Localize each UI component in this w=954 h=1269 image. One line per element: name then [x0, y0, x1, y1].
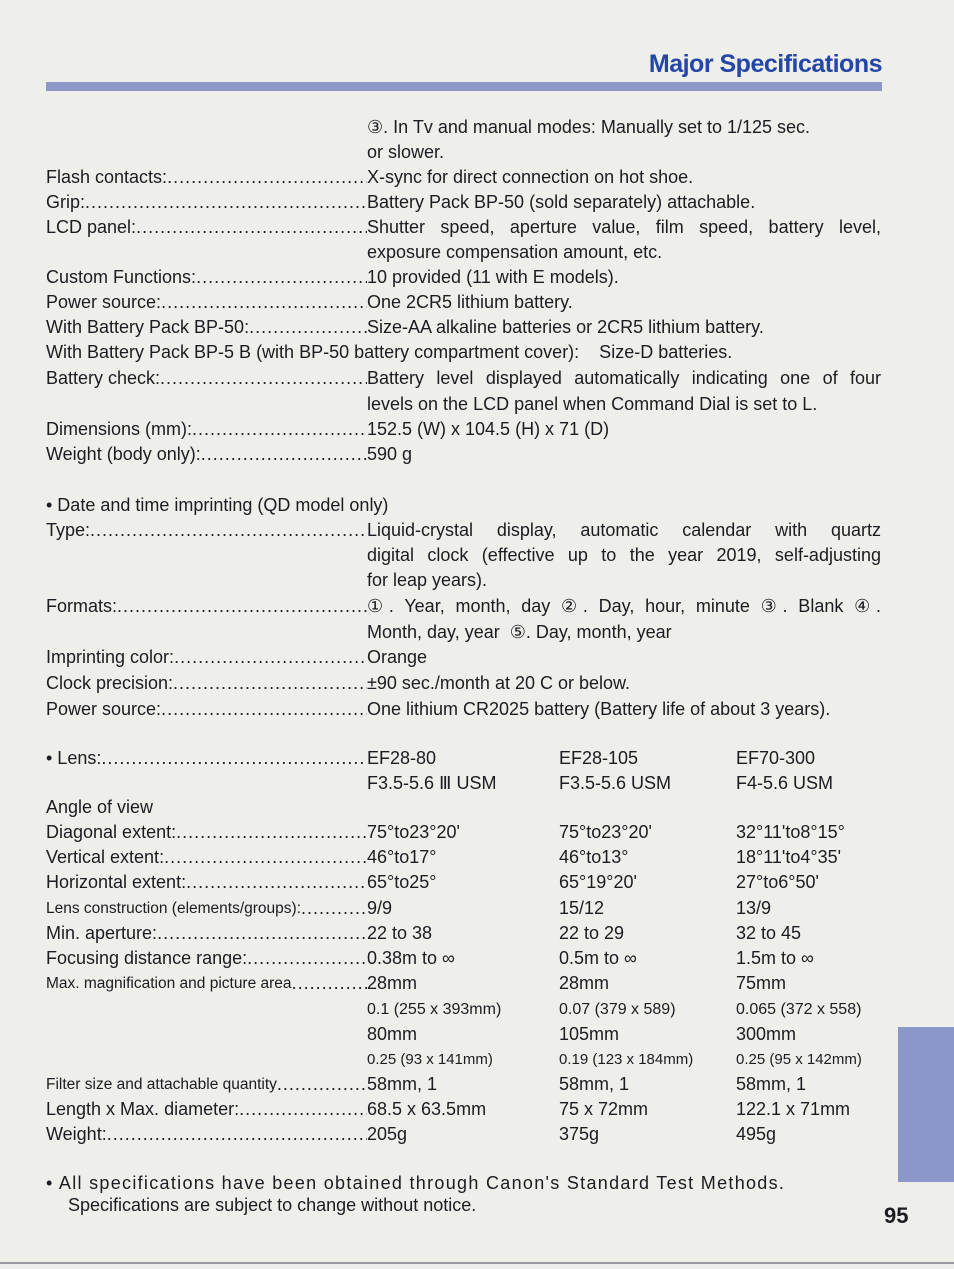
spec-value: for leap years). [367, 570, 488, 590]
date-row-formats [46, 594, 882, 619]
lens-cell: 32 to 45 [736, 923, 802, 943]
spec-label: Type: ..... [46, 518, 367, 543]
lens-cell: 9/9 [367, 898, 393, 918]
lens-cell: 0.19 (123 x 184mm) [559, 1051, 694, 1068]
lens-cell: 28mm [367, 973, 418, 993]
section-tab [898, 1027, 954, 1182]
spec-label: Formats: ..... [46, 594, 367, 619]
lens-cell: 0.1 (255 x 393mm) [367, 1001, 502, 1018]
spec-label: Clock precision: ..... [46, 671, 367, 696]
lens-row [46, 1097, 882, 1122]
spec-label: LCD panel: ..... [46, 215, 367, 240]
spec-value: 10 provided (11 with E models). [367, 267, 619, 287]
spec-label: Vertical extent: ..... [46, 845, 367, 870]
spec-value: ①. Year, month, day ②. Day, hour, minute ③. Blank ④. [367, 596, 881, 616]
lens-cell: 65°19°20' [559, 872, 637, 892]
lens-cell: 28mm [559, 973, 610, 993]
lens-cell: 0.07 (379 x 589) [559, 1001, 676, 1018]
spec-label: Filter size and attachable quantity ..... [46, 1072, 367, 1097]
lens-cell: 105mm [559, 1024, 620, 1044]
spec-value: Liquid-crystal display, automatic calendar with quartz [367, 520, 881, 540]
spec-label: Lens construction (elements/groups): ..... [46, 896, 367, 921]
spec-value: levels on the LCD panel when Command Dial is set to L. [367, 394, 818, 414]
lens-cell: 15/12 [559, 898, 605, 918]
lens-cell: 13/9 [736, 898, 772, 918]
spec-value: Size-AA alkaline batteries or 2CR5 lithium battery. [367, 317, 764, 337]
spec-label: Weight: ..... [46, 1122, 367, 1147]
lens-cell: 0.5m to ∞ [559, 948, 637, 968]
lens-row [46, 946, 882, 971]
lens-cell: 1.5m to ∞ [736, 948, 814, 968]
shutter-cont-line1: ③. In Tv and manual modes: Manually set to 1/125 sec. [367, 117, 811, 137]
lens-cell: 32°11'to8°15° [736, 822, 845, 842]
footnote-line2: Specifications are subject to change without notice. [68, 1195, 477, 1215]
footnote-line1: • All specifications have been obtained through Canon's Standard Test Methods. [46, 1173, 786, 1193]
lens-name: EF70-300 [736, 748, 816, 768]
lens-cell: 0.25 (93 x 141mm) [367, 1051, 493, 1068]
spec-value: 152.5 (W) x 104.5 (H) x 71 (D) [367, 419, 610, 439]
lens-cell: 18°11'to4°35' [736, 847, 842, 867]
spec-label: Power source: ..... [46, 697, 367, 722]
lens-row [46, 820, 882, 845]
lens-cell: 122.1 x 71mm [736, 1099, 851, 1119]
spec-value: One lithium CR2025 battery (Battery life of about 3 years). [367, 699, 831, 719]
spec-value: Orange [367, 647, 428, 667]
title-bar-rule [46, 82, 882, 91]
spec-value: digital clock (effective up to the year 2019, self-adjusting [367, 545, 881, 565]
spec-label: Length x Max. diameter: ..... [46, 1097, 367, 1122]
lens-row [46, 997, 882, 1022]
lens-row [46, 896, 882, 921]
lens-cell: 65°to25° [367, 872, 437, 892]
spec-label: Imprinting color: ..... [46, 645, 367, 670]
lens-row [46, 1072, 882, 1097]
spec-label: Flash contacts: ..... [46, 165, 367, 190]
spec-value: One 2CR5 lithium battery. [367, 292, 573, 312]
lens-cell: 58mm, 1 [559, 1074, 630, 1094]
lens-cell: 495g [736, 1124, 777, 1144]
lens-name: EF28-80 [367, 748, 437, 768]
lens-cell: 22 to 38 [367, 923, 433, 943]
lens-cell: 75°to23°20' [559, 822, 652, 842]
lens-aperture: F3.5-5.6 Ⅲ USM [367, 773, 497, 793]
lens-cell: 0.065 (372 x 558) [736, 1001, 862, 1018]
spec-label: Max. magnification and picture area ..... [46, 971, 367, 996]
lens-cell: 58mm, 1 [736, 1074, 807, 1094]
lens-row [46, 845, 882, 870]
lens-cell: 205g [367, 1124, 408, 1144]
spec-label: Min. aperture: ..... [46, 921, 367, 946]
page-edge-rule [0, 1262, 954, 1264]
spec-label: Diagonal extent: ..... [46, 820, 367, 845]
lens-row [46, 1047, 882, 1072]
page-title: Major Specifications [648, 50, 882, 78]
spec-value: Month, day, year ⑤. Day, month, year [367, 622, 672, 642]
lens-cell: 75mm [736, 973, 787, 993]
lens-row [46, 921, 882, 946]
spec-value: Battery Pack BP-50 (sold separately) attachable. [367, 192, 756, 212]
shutter-cont-line2: or slower. [367, 142, 445, 162]
date-row-type-2 [46, 543, 882, 568]
spec-label: Weight (body only): ..... [46, 442, 367, 467]
spec-value: 590 g [367, 444, 413, 464]
lens-row [46, 870, 882, 895]
lens-cell: 375g [559, 1124, 600, 1144]
lens-row [46, 971, 882, 996]
lens-cell: 46°to13° [559, 847, 629, 867]
lens-cell: 27°to6°50' [736, 872, 819, 892]
page-number: 95 [884, 1203, 909, 1228]
spec-label: Battery check: ..... [46, 366, 367, 391]
spec-value: Battery level displayed automatically indicating one of four [367, 368, 881, 388]
lens-cell: 75°to23°20' [367, 822, 460, 842]
spec-label: With Battery Pack BP-50: ..... [46, 315, 367, 340]
spec-label: Focusing distance range: ..... [46, 946, 367, 971]
lens-header-row-2 [46, 771, 882, 796]
spec-label: Custom Functions: ..... [46, 265, 367, 290]
lens-aperture: F3.5-5.6 USM [559, 773, 672, 793]
lens-name: EF28-105 [559, 748, 639, 768]
lens-aperture: F4-5.6 USM [736, 773, 834, 793]
lens-cell: 0.25 (95 x 142mm) [736, 1051, 862, 1068]
spec-label: Horizontal extent: ..... [46, 870, 367, 895]
lens-cell: 0.38m to ∞ [367, 948, 455, 968]
lens-cell: 22 to 29 [559, 923, 625, 943]
spec-label: Dimensions (mm): ..... [46, 417, 367, 442]
lens-cell: 300mm [736, 1024, 797, 1044]
spec-label: • Lens: ..... [46, 746, 367, 771]
lens-cell: 75 x 72mm [559, 1099, 649, 1119]
spec-row-lcd-panel [46, 215, 882, 240]
spec-value: X-sync for direct connection on hot shoe. [367, 167, 694, 187]
lens-cell: 68.5 x 63.5mm [367, 1099, 487, 1119]
date-row-type [46, 518, 882, 543]
lens-row [46, 1122, 882, 1147]
spec-value: Shutter speed, aperture value, film speed, battery level, [367, 217, 881, 237]
spec-value: exposure compensation amount, etc. [367, 242, 663, 262]
spec-label: Grip: ..... [46, 190, 367, 215]
lens-cell: 46°to17° [367, 847, 437, 867]
lens-header-row [46, 746, 882, 771]
spec-label: Power source: ..... [46, 290, 367, 315]
lens-cell: 80mm [367, 1024, 418, 1044]
lens-cell: 58mm, 1 [367, 1074, 438, 1094]
spec-text: With Battery Pack BP-5 B (with BP-50 battery compartment cover): Size-D batteries. [46, 342, 733, 362]
spec-value: ±90 sec./month at 20 C or below. [367, 673, 631, 693]
lens-row [46, 1022, 882, 1047]
spec-row-battery-check [46, 366, 882, 391]
